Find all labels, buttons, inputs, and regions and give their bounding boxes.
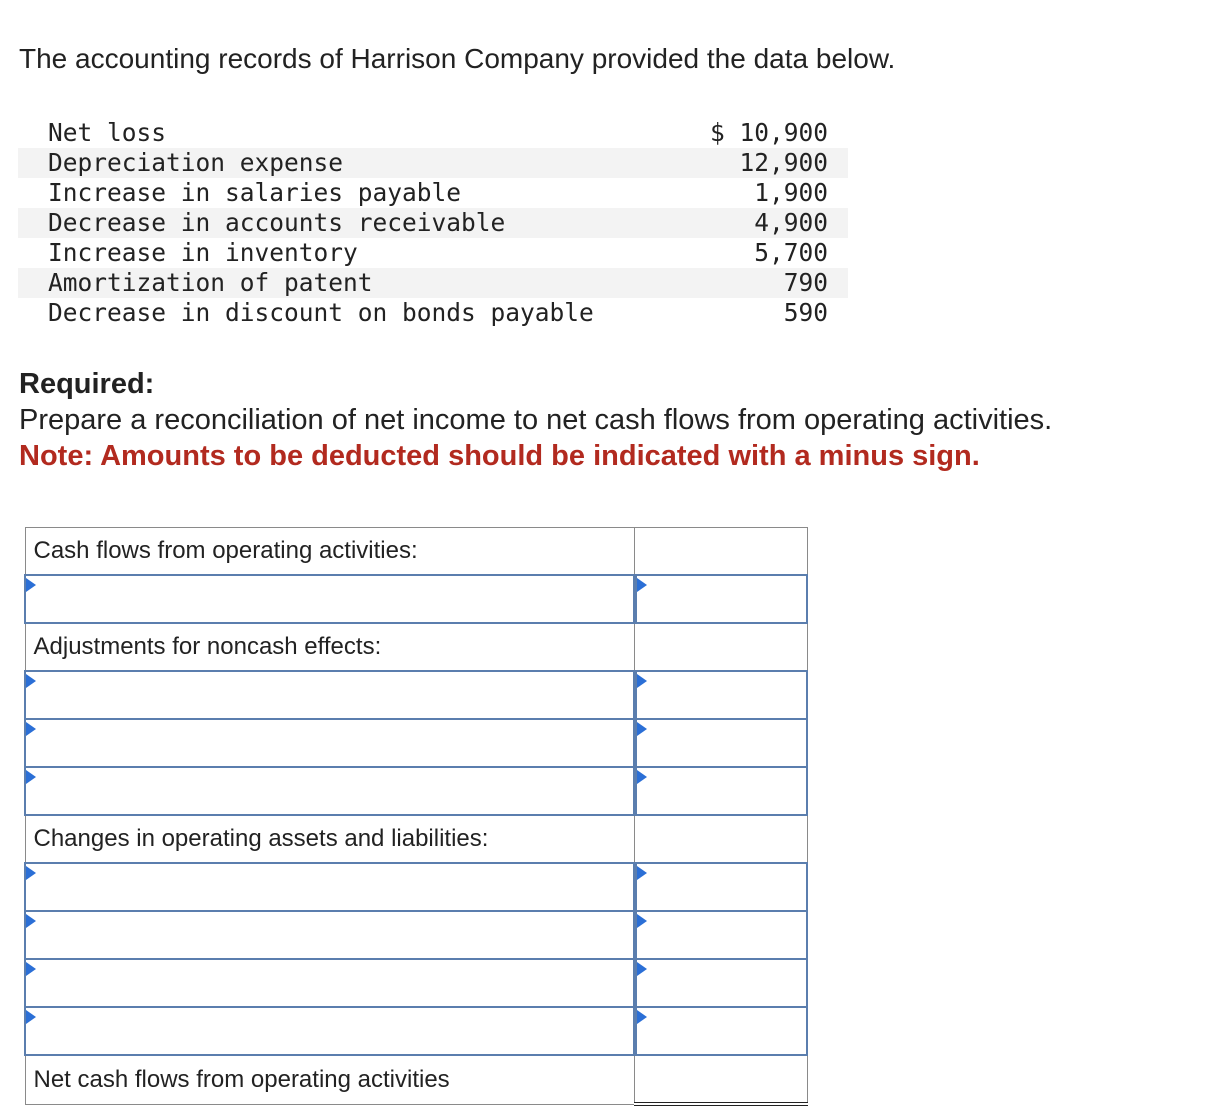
dropdown-marker-icon (26, 914, 36, 928)
total-row (25, 1055, 807, 1104)
recon-input-row (25, 575, 807, 623)
description-input[interactable] (26, 915, 633, 955)
data-label: Amortization of patent (18, 268, 688, 298)
dropdown-marker-icon (637, 770, 647, 784)
section-label: Adjustments for noncash effects: (25, 623, 635, 671)
section-header-adjustments (25, 623, 807, 671)
intro-text: The accounting records of Harrison Company provided the data below. (19, 43, 896, 74)
amount-input[interactable] (637, 579, 806, 619)
required-note: Note: Amounts to be deducted should be indicated with a minus sign. (19, 440, 980, 472)
data-amount: 5,700 (754, 238, 828, 267)
description-input[interactable] (26, 675, 633, 715)
description-input[interactable] (26, 771, 633, 811)
amount-input[interactable] (637, 867, 806, 907)
dropdown-marker-icon (637, 578, 647, 592)
required-section (19, 366, 1052, 474)
dropdown-marker-icon (26, 722, 36, 736)
description-select-cell[interactable] (25, 911, 635, 959)
total-input-cell[interactable] (635, 1055, 807, 1104)
amount-input-cell[interactable] (635, 671, 807, 719)
data-amount: 790 (688, 268, 849, 298)
reconciliation-table (24, 527, 808, 1106)
data-row (18, 118, 848, 148)
description-select-cell[interactable] (25, 671, 635, 719)
section-header-changes (25, 815, 807, 863)
dropdown-marker-icon (26, 674, 36, 688)
recon-input-row (25, 863, 807, 911)
amount-input-cell[interactable] (635, 575, 807, 623)
description-select-cell[interactable] (25, 575, 635, 623)
description-input[interactable] (26, 1011, 633, 1051)
data-label: Decrease in accounts receivable (18, 208, 688, 238)
amount-input[interactable] (637, 1011, 806, 1051)
total-amount-input[interactable] (635, 1059, 806, 1099)
data-row (18, 148, 848, 178)
dropdown-marker-icon (637, 914, 647, 928)
recon-input-row (25, 959, 807, 1007)
empty-cell (635, 815, 807, 863)
data-amount: 12,900 (688, 148, 849, 178)
data-amount: 4,900 (688, 208, 849, 238)
section-header-operating (25, 528, 807, 576)
empty-cell (635, 623, 807, 671)
dropdown-marker-icon (637, 962, 647, 976)
amount-input-cell[interactable] (635, 767, 807, 815)
description-input[interactable] (26, 723, 633, 763)
data-amount: 1,900 (754, 178, 828, 207)
description-select-cell[interactable] (25, 719, 635, 767)
data-label: Increase in inventory (48, 238, 358, 267)
dropdown-marker-icon (26, 770, 36, 784)
data-row (18, 208, 848, 238)
description-select-cell[interactable] (25, 959, 635, 1007)
data-label: Decrease in discount on bonds payable (48, 298, 594, 327)
data-row (18, 178, 848, 208)
dropdown-marker-icon (26, 962, 36, 976)
data-row (18, 238, 848, 268)
required-instructions: Prepare a reconciliation of net income to net cash flows from operating activities. (19, 404, 1053, 436)
amount-input-cell[interactable] (635, 1007, 807, 1055)
amount-input[interactable] (637, 675, 806, 715)
data-row (18, 298, 848, 328)
description-input[interactable] (26, 963, 633, 1003)
amount-input-cell[interactable] (635, 911, 807, 959)
amount-input[interactable] (637, 723, 806, 763)
description-input[interactable] (26, 579, 633, 619)
given-data-table (18, 118, 848, 328)
dropdown-marker-icon (26, 578, 36, 592)
description-select-cell[interactable] (25, 1007, 635, 1055)
amount-input-cell[interactable] (635, 959, 807, 1007)
required-title: Required: (19, 368, 155, 400)
dropdown-marker-icon (637, 722, 647, 736)
amount-input[interactable] (637, 771, 806, 811)
amount-input-cell[interactable] (635, 719, 807, 767)
dropdown-marker-icon (637, 866, 647, 880)
recon-input-row (25, 1007, 807, 1055)
description-select-cell[interactable] (25, 863, 635, 911)
description-select-cell[interactable] (25, 767, 635, 815)
dropdown-marker-icon (26, 1010, 36, 1024)
amount-input[interactable] (637, 963, 806, 1003)
recon-input-row (25, 767, 807, 815)
data-label: Net loss (48, 118, 167, 147)
amount-input-cell[interactable] (635, 863, 807, 911)
data-label: Depreciation expense (18, 148, 688, 178)
section-label: Cash flows from operating activities: (25, 528, 635, 576)
description-input[interactable] (26, 867, 633, 907)
dropdown-marker-icon (637, 1010, 647, 1024)
recon-input-row (25, 671, 807, 719)
total-label: Net cash flows from operating activities (25, 1055, 635, 1104)
data-amount: 590 (783, 298, 828, 327)
dropdown-marker-icon (26, 866, 36, 880)
dropdown-marker-icon (637, 674, 647, 688)
section-label: Changes in operating assets and liabilities: (25, 815, 635, 863)
data-amount: $ 10,900 (709, 118, 828, 147)
amount-input[interactable] (637, 915, 806, 955)
recon-input-row (25, 719, 807, 767)
empty-cell (635, 528, 807, 576)
data-label: Increase in salaries payable (48, 178, 462, 207)
data-row (18, 268, 848, 298)
recon-input-row (25, 911, 807, 959)
